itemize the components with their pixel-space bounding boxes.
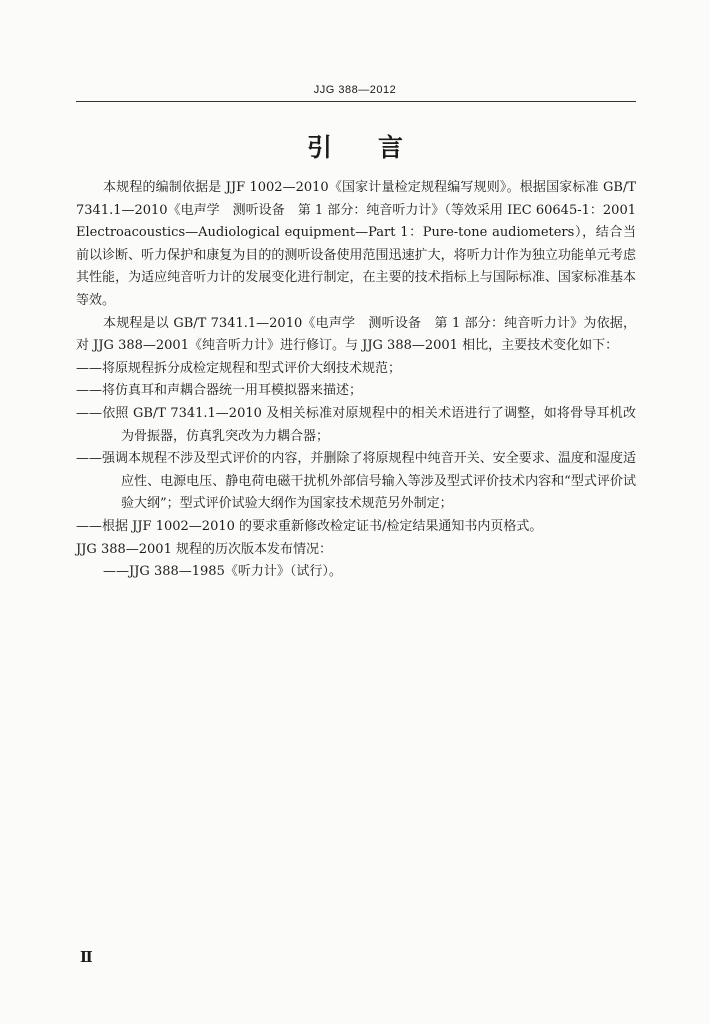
- running-header: JJG 388—2012: [313, 84, 397, 96]
- page-number: Ⅱ: [80, 948, 93, 966]
- history-item: ——JJG 388—1985《听力计》（试行）。: [103, 564, 342, 580]
- change-item: ——根据 JJF 1002—2010 的要求重新修改检定证书/检定结果通知书内页格式。: [76, 518, 543, 534]
- change-item: ——将原规程拆分成检定规程和型式评价大纲技术规范；: [76, 360, 402, 376]
- change-item: ——依照 GB/T 7341.1—2010 及相关标准对原规程中的相关术语进行了调整，如将骨导耳机改为骨振器，仿真乳突改为力耦合器；: [76, 405, 636, 444]
- header-rule: [76, 101, 636, 102]
- page-title: 引言: [306, 133, 449, 162]
- intro-paragraph: 本规程的编制依据是 JJF 1002—2010《国家计量检定规程编写规则》。根据国家标准 GB/T 7341.1—2010《电声学 测听设备 第 1 部分：纯音听力计》（等效采用 IEC 60645-1：2001 Electroacoustics—Audiological equipment—Part 1：Pure-tone audiometers），结合当前以诊断、听力保护和康复为目的的测听设备使用范围迅速扩大，将听力计作为独立功能单元考虑其性能，为适应纯音听力计的发展变化进行制定，在主要的技术指标上与国际标准、国家标准基本等效。: [76, 180, 650, 308]
- body-text: [76, 177, 650, 584]
- revision-paragraph: 本规程是以 GB/T 7341.1—2010《电声学 测听设备 第 1 部分：纯音听力计》为依据，对 JJG 388—2001《纯音听力计》进行修订。与 JJG 388—2001 相比，主要技术变化如下：: [76, 315, 636, 354]
- history-intro: JJG 388—2001 规程的历次版本发布情况：: [76, 541, 332, 557]
- change-item: ——将仿真耳和声耦合器统一用耳模拟器来描述；: [76, 383, 363, 399]
- change-item: ——强调本规程不涉及型式评价的内容，并删除了将原规程中纯音开关、安全要求、温度和湿度适应性、电源电压、静电荷电磁干扰机外部信号输入等涉及型式评价技术内容和“型式评价试验大纲”；型式评价试验大纲作为国家技术规范另外制定；: [76, 451, 636, 512]
